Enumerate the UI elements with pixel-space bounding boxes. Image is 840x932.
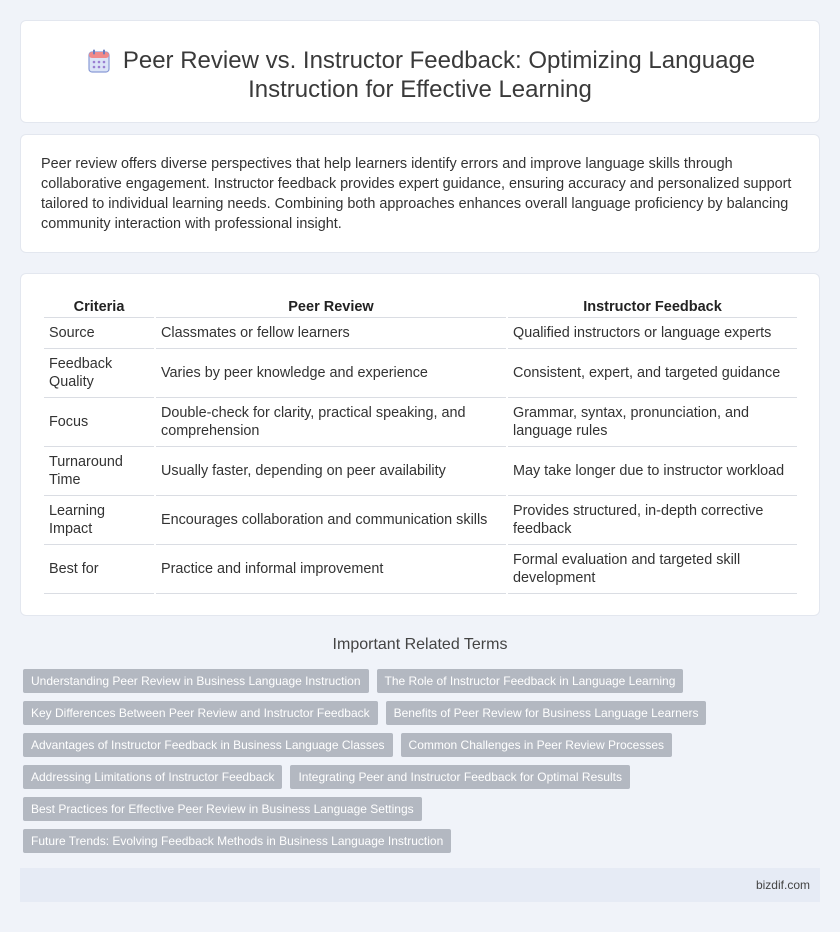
table-cell: Focus — [44, 398, 154, 447]
calendar-icon — [88, 49, 110, 73]
related-term-tag[interactable]: Key Differences Between Peer Review and Instructor Feedback — [23, 701, 378, 725]
table-cell: Learning Impact — [44, 496, 154, 545]
table-row — [44, 398, 797, 447]
table-cell: Classmates or fellow learners — [156, 318, 506, 349]
page-title-line1: Peer Review vs. Instructor Feedback: Optimizing Language — [122, 47, 756, 74]
footer — [20, 868, 820, 902]
table-cell: Formal evaluation and targeted skill development — [508, 545, 797, 594]
table-cell: Practice and informal improvement — [156, 545, 506, 594]
related-term-tag[interactable]: Future Trends: Evolving Feedback Methods in Business Language Instruction — [23, 829, 451, 853]
related-terms-list — [23, 669, 823, 861]
table-row — [44, 349, 797, 398]
table-cell: Varies by peer knowledge and experience — [156, 349, 506, 398]
related-terms-title: Important Related Terms — [332, 636, 508, 653]
table-cell: Encourages collaboration and communication skills — [156, 496, 506, 545]
table-cell: May take longer due to instructor workload — [508, 447, 797, 496]
related-term-tag[interactable]: Benefits of Peer Review for Business Language Learners — [386, 701, 707, 725]
comparison-table — [42, 296, 799, 594]
table-cell: Provides structured, in-depth corrective feedback — [508, 496, 797, 545]
header-peer-review: Peer Review — [156, 296, 506, 318]
table-cell: Grammar, syntax, pronunciation, and language rules — [508, 398, 797, 447]
table-row — [44, 318, 797, 349]
table-row — [44, 496, 797, 545]
table-cell: Double-check for clarity, practical speaking, and comprehension — [156, 398, 506, 447]
related-term-tag[interactable]: Best Practices for Effective Peer Review in Business Language Settings — [23, 797, 422, 821]
table-row — [44, 545, 797, 594]
related-term-tag[interactable]: Understanding Peer Review in Business Language Instruction — [23, 669, 369, 693]
table-header-row — [44, 296, 797, 318]
page-title — [21, 46, 819, 104]
title-card — [20, 20, 820, 123]
header-criteria: Criteria — [44, 296, 154, 318]
page-title-line2: Instruction for Effective Learning — [248, 76, 592, 103]
related-term-tag[interactable]: Advantages of Instructor Feedback in Business Language Classes — [23, 733, 393, 757]
related-term-tag[interactable]: Integrating Peer and Instructor Feedback for Optimal Results — [290, 765, 630, 789]
related-term-tag[interactable]: Addressing Limitations of Instructor Feedback — [23, 765, 282, 789]
comparison-table-card — [20, 273, 820, 616]
table-cell: Consistent, expert, and targeted guidance — [508, 349, 797, 398]
table-cell: Source — [44, 318, 154, 349]
intro-card — [20, 134, 820, 253]
footer-site-link[interactable]: bizdif.com — [755, 878, 810, 892]
table-cell: Turnaround Time — [44, 447, 154, 496]
header-instructor-feedback: Instructor Feedback — [508, 296, 797, 318]
table-cell: Feedback Quality — [44, 349, 154, 398]
title-wrap — [21, 46, 819, 104]
table-row — [44, 447, 797, 496]
related-term-tag[interactable]: Common Challenges in Peer Review Processes — [401, 733, 672, 757]
related-term-tag[interactable]: The Role of Instructor Feedback in Language Learning — [377, 669, 684, 693]
table-cell: Usually faster, depending on peer availability — [156, 447, 506, 496]
table-cell: Best for — [44, 545, 154, 594]
table-cell: Qualified instructors or language experts — [508, 318, 797, 349]
intro-text: Peer review offers diverse perspectives that help learners identify errors and improve language skills through collaborative engagement. Instructor feedback provides expert guidance, ensuring accuracy and personalized support tailored to individual learning needs. Combining both approaches enhances overall language proficiency by balancing community interaction with professional insight. — [41, 156, 792, 232]
